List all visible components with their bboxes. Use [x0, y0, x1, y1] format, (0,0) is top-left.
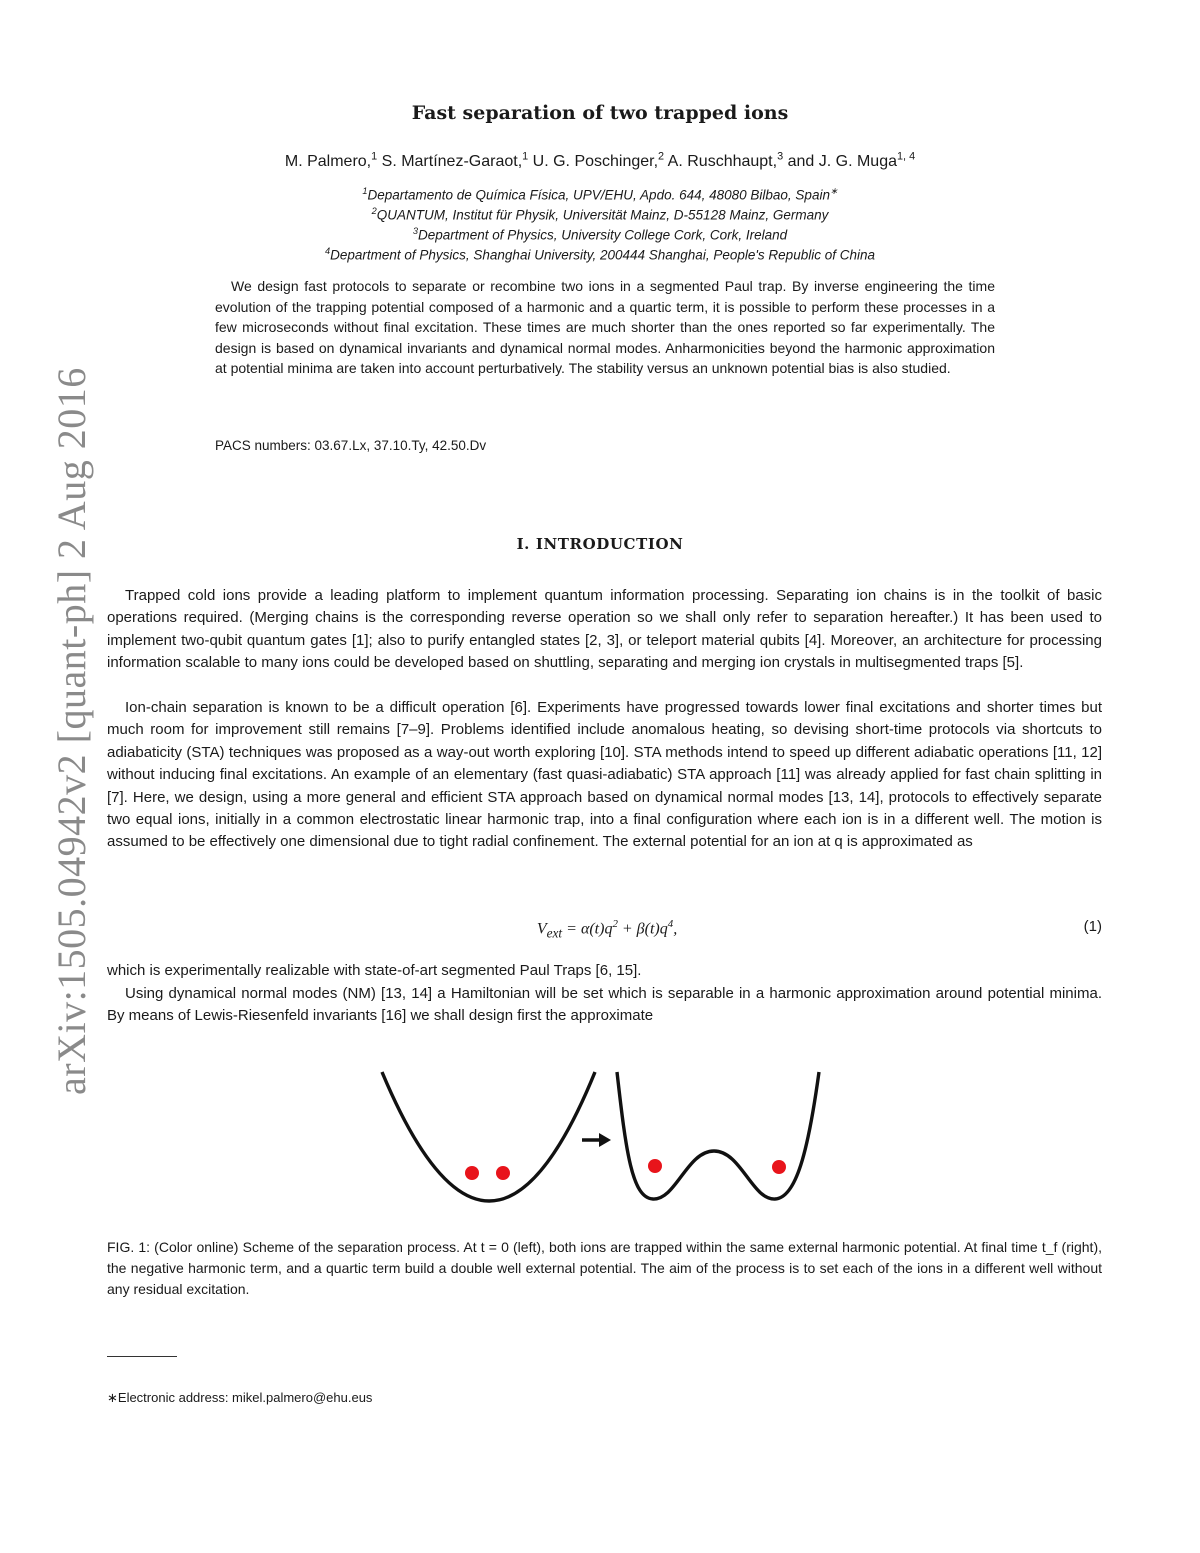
affiliation: $^1$Departamento de Química Física, UPV/EHU, Apdo. 644, 48080 Bilbao, Spain∗ [362, 186, 838, 203]
ion-dot [496, 1166, 510, 1180]
affiliation: $^4$Department of Physics, Shanghai University, 200444 Shanghai, People's Republic of China [324, 246, 875, 263]
equation-1 [107, 918, 1102, 942]
equation-formula: $V_{ext} = \alpha(t)q^2 + \beta(t)q^4$, [536, 918, 678, 941]
figure-caption: FIG. 1: (Color online) Scheme of the separation process. At t = 0 (left), both ions are trapped within the same external harmonic potential. At final time t_f (right), the negative harmonic term, and a quartic term build a double well external potential. The aim of the process is to set each of the ions in a different well without any residual excitation. [107, 1239, 1102, 1297]
ion-dot [648, 1159, 662, 1173]
ion-dot [465, 1166, 479, 1180]
paragraph: which is experimentally realizable with state-of-art segmented Paul Traps [6, 15]. [107, 962, 642, 979]
author: U. G. Poschinger,$^2$ [532, 151, 665, 171]
paper-title: Fast separation of two trapped ions [411, 102, 789, 124]
affiliations [0, 181, 1200, 261]
paragraph: Trapped cold ions provide a leading platform to implement quantum information processing. Separating ion chains is in the toolkit of basic operations required. (Merging chains is the corresponding reverse operation so we shall only refer to separation hereafter.) It has been used to implement two-qubit quantum gates [1]; also to purify entangled states [2, 3], or teleport material qubits [4]. Moreover, an architecture for processing information scalable to many ions could be developed based on shuttling, separating and merging ion crystals in multisegmented traps [5]. [107, 587, 1102, 672]
author: A. Ruschhaupt,$^3$ [667, 151, 784, 171]
double-well-curve [617, 1072, 819, 1199]
footnote-divider [107, 1356, 177, 1357]
paragraph: Ion-chain separation is known to be a difficult operation [6]. Experiments have progressed towards lower final excitations and shorter times but much room for improvement still remains [7–9]. Problems identified include anomalous heating, so devising short-time protocols via shortcuts to adiabaticity (STA) techniques was proposed as a way-out worth exploring [10]. STA methods intend to speed up different adiabatic operations [11, 12] without inducing final excitations. An example of an elementary (fast quasi-adiabatic) STA approach [11] was already applied for fast chain splitting in [7]. Here, we design, using a more general and efficient STA approach based on dynamical normal modes [13, 14], protocols to effectively separate two equal ions, initially in a common electrostatic linear harmonic trap, into a final configuration where each ion is in a different well. The motion is assumed to be effectively one dimensional due to tight radial confinement. The external potential for an ion at q is approximated as [107, 699, 1102, 851]
arrow-right-icon [582, 1133, 611, 1147]
paragraph: Using dynamical normal modes (NM) [13, 14] a Hamiltonian will be set which is separable in a harmonic approximation around potential minima. By means of Lewis-Riesenfeld invariants [16] we shall design first the approximate [107, 985, 1102, 1025]
author-list [0, 151, 1200, 171]
author: S. Martínez-Garaot,$^1$ [381, 151, 529, 171]
harmonic-well-curve [382, 1072, 595, 1201]
pacs-numbers: PACS numbers: 03.67.Lx, 37.10.Ty, 42.50.Dv [215, 438, 487, 453]
figure-1-illustration [370, 1070, 840, 1220]
arxiv-stamp: arXiv:1505.04942v2 [quant-ph] 2 Aug 2016 [49, 367, 94, 1095]
affiliation: $^2$QUANTUM, Institut für Physik, Universität Mainz, D-55128 Mainz, Germany [371, 206, 829, 223]
abstract: We design fast protocols to separate or recombine two ions in a segmented Paul trap. By inverse engineering the time evolution of the trapping potential composed of a harmonic and a quartic term, it is possible to perform these processes in a few microseconds without final excitation. These times are much shorter than the ones reported so far experimentally. The design is based on dynamical invariants and dynamical normal modes. Anharmonicities beyond the harmonic approximation at potential minima are taken into account perturbatively. The stability versus an unknown potential bias is also studied. [215, 278, 995, 377]
affiliation: $^3$Department of Physics, University College Cork, Cork, Ireland [412, 226, 788, 243]
author: M. Palmero,$^1$ [284, 151, 378, 171]
author: and J. G. Muga$^{1, 4}$ [787, 151, 916, 171]
section-heading: I. INTRODUCTION [516, 535, 684, 553]
ion-dot [772, 1160, 786, 1174]
equation-number: (1) [1083, 918, 1102, 935]
footnote: ∗Electronic address: mikel.palmero@ehu.eus [107, 1390, 373, 1405]
